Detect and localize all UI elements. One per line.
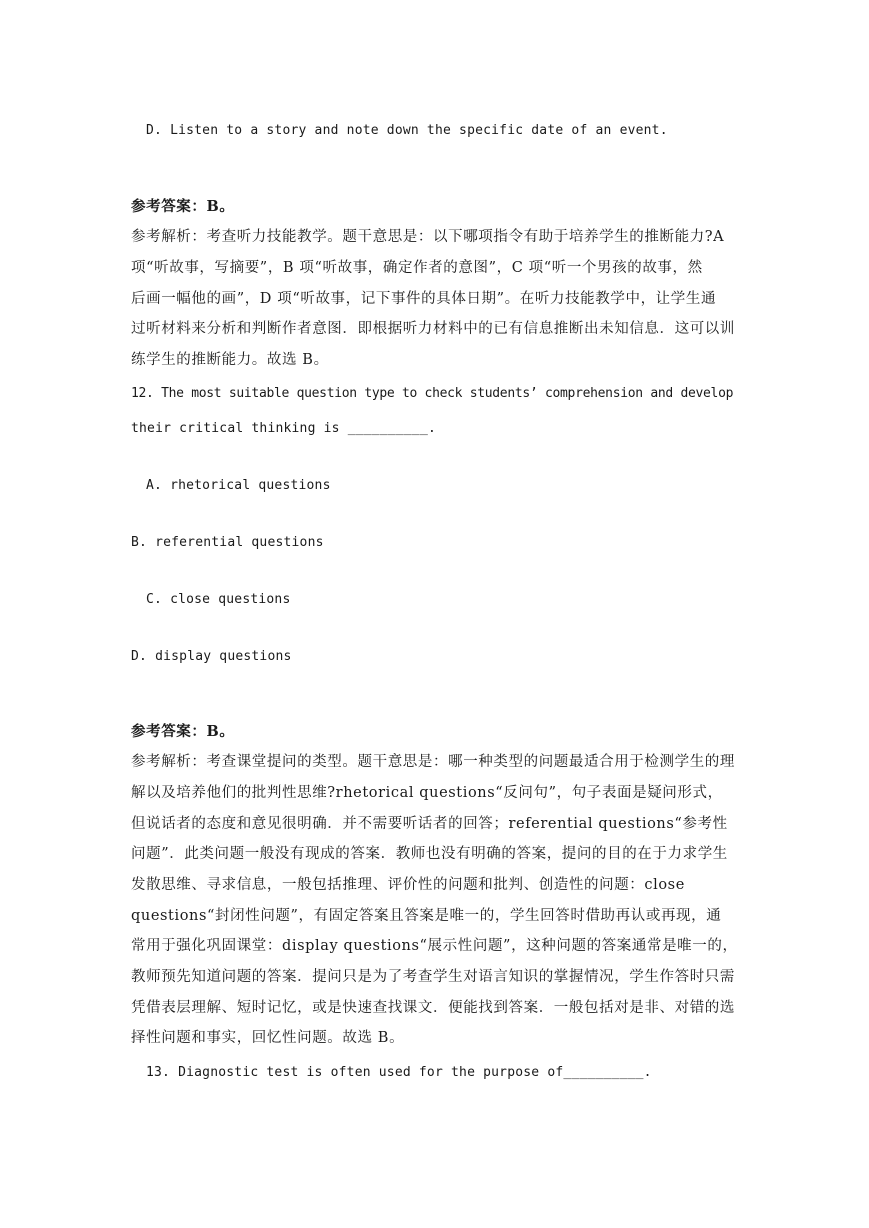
q12-analysis-line: 参考解析：考查课堂提问的类型。题干意思是：哪一种类型的问题最适合用于检测学生的理	[131, 754, 735, 770]
q12-option-a: A. rhetorical questions	[146, 478, 331, 493]
q11-analysis-line: 后画一幅他的画”，D 项“听故事，记下事件的具体日期”。在听力技能教学中，让学生通	[131, 291, 717, 307]
q12-option-b: B. referential questions	[131, 535, 324, 550]
q12-analysis-line: 但说话者的态度和意见很明确．并不需要听话者的回答；referential questions“参考性	[131, 816, 728, 832]
q12-option-c: C. close questions	[146, 592, 291, 607]
q13-stem: 13. Diagnostic test is often used for the purpose of__________.	[146, 1065, 652, 1080]
q12-answer: 参考答案：B。	[131, 723, 235, 740]
q11-analysis-line: 参考解析：考查听力技能教学。题干意思是：以下哪项指令有助于培养学生的推断能力?A	[131, 229, 725, 245]
q12-analysis-line: 教师预先知道问题的答案．提问只是为了考查学生对语言知识的掌握情况，学生作答时只需	[131, 969, 735, 985]
q11-answer: 参考答案：B。	[131, 198, 235, 215]
q12-analysis-line: 问题”．此类问题一般没有现成的答案．教师也没有明确的答案，提问的目的在于力求学生	[131, 846, 728, 862]
q12-stem-line-1: 12. The most suitable question type to check students’ comprehension and develop	[131, 386, 734, 401]
q12-option-d: D. display questions	[131, 649, 292, 664]
q12-analysis-line: 择性问题和事实，回忆性问题。故选 B。	[131, 1030, 405, 1046]
q12-analysis-line: questions“封闭性问题”，有固定答案且答案是唯一的，学生回答时借助再认或再现，通	[131, 908, 722, 924]
q11-analysis-line: 练学生的推断能力。故选 B。	[131, 352, 329, 368]
q12-analysis-line: 发散思维、寻求信息，一般包括推理、评价性的问题和批判、创造性的问题：close	[131, 877, 685, 893]
q11-analysis-line: 过听材料来分析和判断作者意图．即根据听力材料中的已有信息推断出未知信息．这可以训	[131, 321, 735, 337]
q12-analysis-line: 凭借表层理解、短时记忆，或是快速查找课文．便能找到答案．一般包括对是非、对错的选	[131, 1000, 735, 1016]
q11-option-d: D. Listen to a story and note down the specific date of an event.	[146, 123, 668, 138]
q12-analysis-line: 常用于强化巩固课堂：display questions“展示性问题”，这种问题的答案通常是唯一的，	[131, 938, 738, 954]
q11-analysis-line: 项“听故事，写摘要”，B 项“听故事，确定作者的意图”，C 项“听一个男孩的故事，然	[131, 260, 703, 276]
q12-analysis-line: 解以及培养他们的批判性思维?rhetorical questions“反问句”，句子表面是疑问形式，	[131, 785, 723, 801]
q12-stem-line-2: their critical thinking is __________.	[131, 421, 437, 436]
